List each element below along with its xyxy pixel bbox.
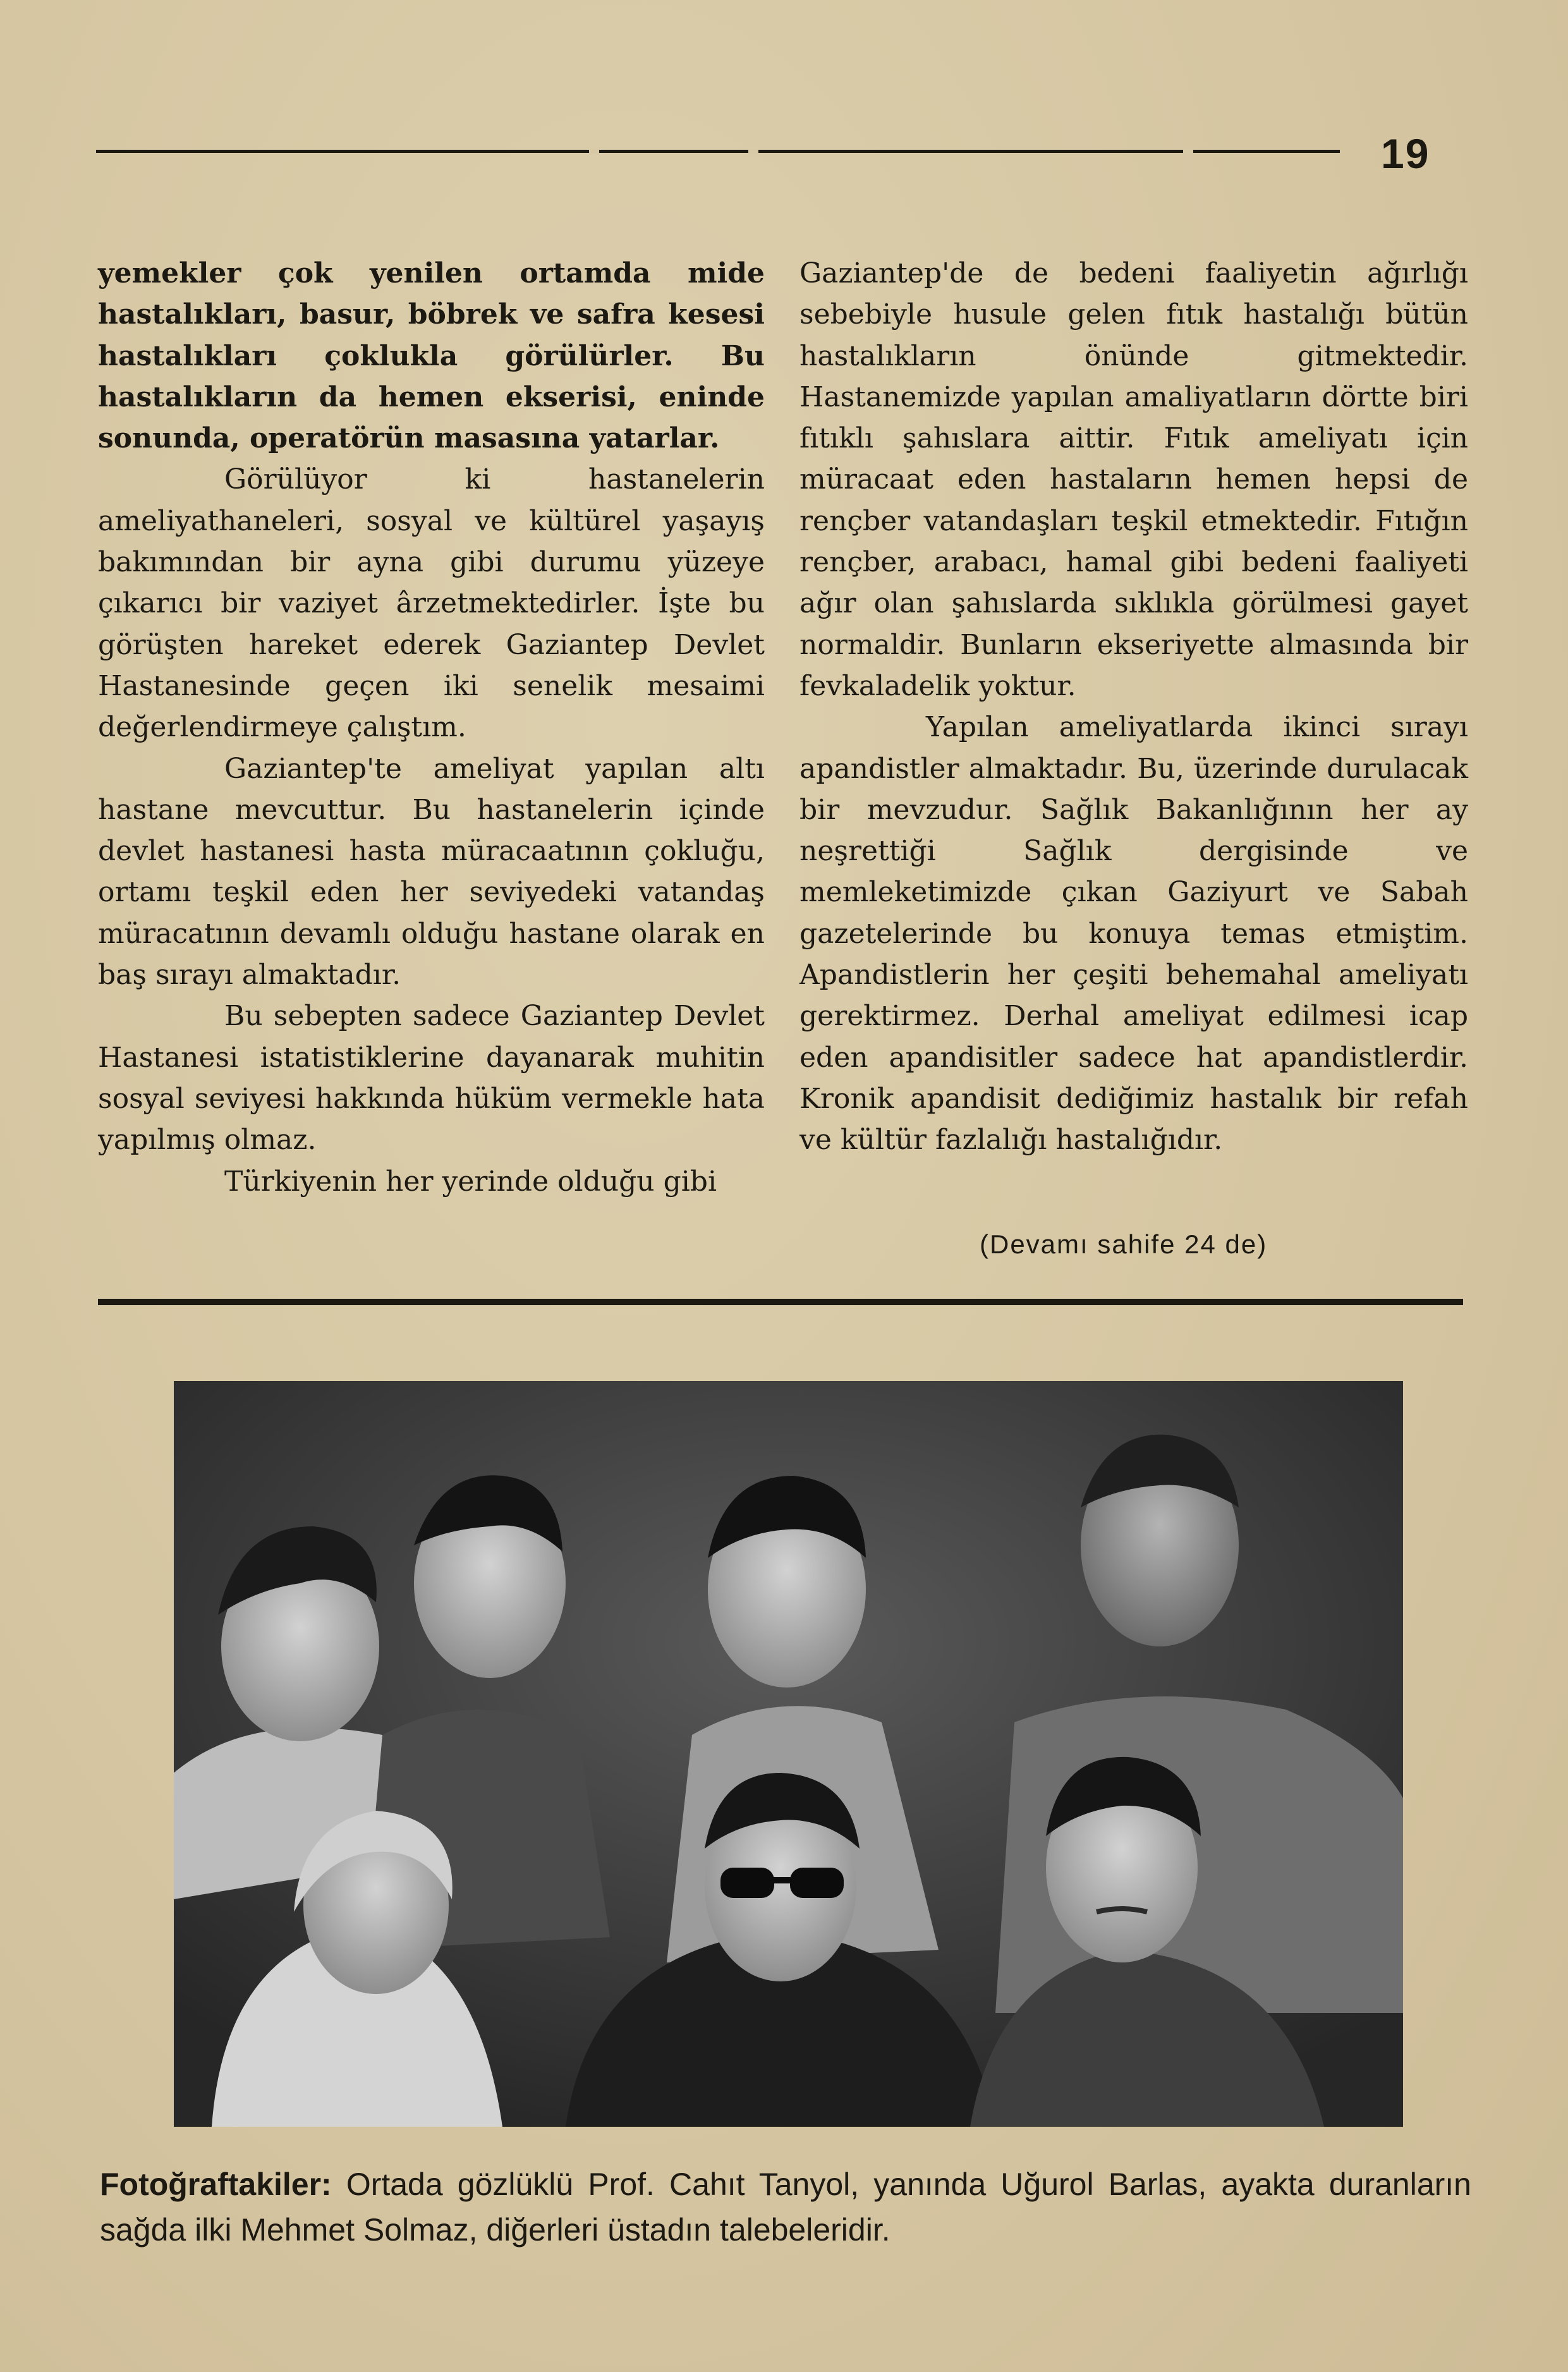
photo-caption <box>100 2162 1471 2253</box>
rule-gap <box>748 149 758 154</box>
rule-gap <box>589 149 599 154</box>
right-column <box>799 253 1468 1161</box>
paragraph: Yapılan ameliyatlarda ikinci sırayı apandistler almaktadır. Bu, üzerinde durulacak bir mevzudur. Sağlık Bakanlığının her ay neşrettiği Sağlık dergisinde ve memleketimizde çıkan Gaziyurt ve Sabah gazetelerinde bu konuya temas etmiştim. Apandistlerin her çeşiti behemahal ameliyatı gerektirmez. Derhal ameliyat edilmesi icap eden apandisitler sadece hat apandistlerdir. Kronik apandisit dediğimiz hastalık bir refah ve kültür fazlalığı hastalığıdır. <box>799 711 1468 1157</box>
caption-text: Ortada gözlüklü Prof. Cahıt Tanyol, yanında Uğurol Barlas, ayakta duranların sağda ilki Mehmet Solmaz, diğerleri üstadın talebeleridir. <box>100 2167 1471 2247</box>
page-number: 19 <box>1381 130 1430 177</box>
header-rule <box>96 150 1340 153</box>
caption-label: Fotoğraftakiler: <box>100 2167 332 2202</box>
paragraph: Türkiyenin her yerinde olduğu gibi <box>224 1165 717 1198</box>
continued-note: (Devamı sahife 24 de) <box>980 1229 1268 1259</box>
paragraph: Gaziantep'de de bedeni faaliyetin ağırlığı sebebiyle husule gelen fıtık hastalığı bütün hastalıkların önünde gitmektedir. Hastanemizde yapılan amaliyatların dörtte biri fıtıklı şahıslara aittir. Fıtık ameliyatı için müracaat eden hastaların hemen hepsi de rençber vatandaşları teşkil etmektedir. Fıtığın rençber, arabacı, hamal gibi bedeni faaliyeti ağır olan şahıslarda sıklıkla görülmesi gayet normaldir. Bunların ekseriyette almasında bir fevkaladelik yoktur. <box>799 257 1468 702</box>
left-column <box>98 253 765 1202</box>
rule-gap <box>1183 149 1193 154</box>
paragraph: Görülüyor ki hastanelerin ameliyathaneleri, sosyal ve kültürel yaşayış bakımından bir ayna gibi durumu yüzeye çıkarıcı bir vaziyet ârzetmektedirler. İşte bu görüşten hareket ederek Gaziantep Devlet Hastanesinde geçen iki senelik mesaimi değerlendirmeye çalıştım. <box>98 463 765 744</box>
paragraph: Bu sebepten sadece Gaziantep Devlet Hastanesi istatistiklerine dayanarak muhitin sosyal seviyesi hakkında hüküm vermekle hata yapılmış olmaz. <box>98 1000 765 1157</box>
photo-illustration <box>174 1381 1403 2127</box>
paragraph: yemekler çok yenilen ortamda mide hastalıkları, basur, böbrek ve safra kesesi hastalıkları çoklukla görülürler. Bu hastalıkların da hemen ekserisi, eninde sonunda, operatörün masasına yatarlar. <box>98 257 765 455</box>
paragraph: Gaziantep'te ameliyat yapılan altı hastane mevcuttur. Bu hastanelerin içinde devlet hastanesi hasta müracaatının çokluğu, ortamı teşkil eden her seviyedeki vatandaş müracatının devamlı olduğu hastane olarak en baş sırayı almaktadır. <box>98 752 765 992</box>
group-photo <box>174 1381 1403 2127</box>
divider-rule <box>98 1299 1463 1305</box>
